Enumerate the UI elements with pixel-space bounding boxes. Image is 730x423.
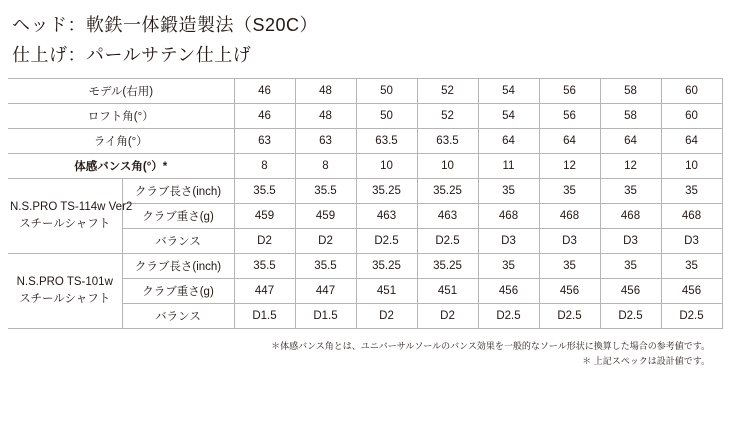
row-label-bounce: 体感バンス角(°）*	[8, 154, 234, 179]
cell-s2-balance-1: D1.5	[234, 304, 295, 329]
cell-model-2: 48	[295, 79, 356, 104]
cell-s2-balance-2: D1.5	[295, 304, 356, 329]
table-row	[8, 104, 722, 129]
spec-label-length-2: クラブ長さ(inch)	[122, 254, 234, 279]
cell-s1-length-3: 35.25	[356, 179, 417, 204]
cell-loft-2: 48	[295, 104, 356, 129]
cell-bounce-4: 10	[417, 154, 478, 179]
table-row	[8, 129, 722, 154]
cell-s2-weight-7: 456	[600, 279, 661, 304]
cell-bounce-1: 8	[234, 154, 295, 179]
cell-s2-length-2: 35.5	[295, 254, 356, 279]
cell-s1-balance-4: D2.5	[417, 229, 478, 254]
cell-loft-8: 60	[661, 104, 722, 129]
shaft-name-1-line2: スチールシャフト	[19, 218, 111, 230]
cell-s2-length-4: 35.25	[417, 254, 478, 279]
row-label-model: モデル(右用)	[8, 79, 234, 104]
shaft-name-2-line2: スチールシャフト	[19, 293, 111, 305]
cell-s2-length-6: 35	[539, 254, 600, 279]
spec-label-length-1: クラブ長さ(inch)	[122, 179, 234, 204]
footnote-bounce: ＊体感バンス角とは、ユニバーサルソールのバンス効果を一般的なソール形状に換算した場合の参考値です。	[271, 341, 710, 351]
table-row	[8, 254, 722, 279]
cell-bounce-5: 11	[478, 154, 539, 179]
cell-s2-length-7: 35	[600, 254, 661, 279]
cell-s1-weight-5: 468	[478, 204, 539, 229]
cell-s2-weight-2: 447	[295, 279, 356, 304]
spec-label-balance-2: バランス	[122, 304, 234, 329]
cell-s1-weight-7: 468	[600, 204, 661, 229]
cell-loft-1: 46	[234, 104, 295, 129]
cell-s1-length-4: 35.25	[417, 179, 478, 204]
shaft-name-2	[8, 254, 122, 329]
cell-s1-weight-1: 459	[234, 204, 295, 229]
cell-loft-3: 50	[356, 104, 417, 129]
cell-loft-6: 56	[539, 104, 600, 129]
cell-bounce-2: 8	[295, 154, 356, 179]
spec-label-weight-1: クラブ重さ(g)	[122, 204, 234, 229]
table-row	[8, 79, 722, 104]
spec-label-weight-2: クラブ重さ(g)	[122, 279, 234, 304]
cell-s2-balance-8: D2.5	[661, 304, 722, 329]
cell-bounce-7: 12	[600, 154, 661, 179]
cell-s1-weight-4: 463	[417, 204, 478, 229]
cell-s1-balance-3: D2.5	[356, 229, 417, 254]
cell-loft-4: 52	[417, 104, 478, 129]
footnote-design-values: ＊ 上記スペックは設計値です。	[582, 356, 710, 366]
cell-lie-8: 64	[661, 129, 722, 154]
table-row	[8, 154, 722, 179]
cell-s2-weight-8: 456	[661, 279, 722, 304]
cell-s2-balance-6: D2.5	[539, 304, 600, 329]
cell-s1-length-6: 35	[539, 179, 600, 204]
cell-s2-weight-3: 451	[356, 279, 417, 304]
cell-lie-3: 63.5	[356, 129, 417, 154]
cell-bounce-3: 10	[356, 154, 417, 179]
cell-lie-1: 63	[234, 129, 295, 154]
cell-s1-balance-8: D3	[661, 229, 722, 254]
spec-label-balance-1: バランス	[122, 229, 234, 254]
table-row	[8, 179, 722, 204]
cell-model-3: 50	[356, 79, 417, 104]
cell-s1-weight-8: 468	[661, 204, 722, 229]
cell-lie-4: 63.5	[417, 129, 478, 154]
cell-model-5: 54	[478, 79, 539, 104]
cell-s2-length-1: 35.5	[234, 254, 295, 279]
cell-s1-weight-2: 459	[295, 204, 356, 229]
cell-loft-7: 58	[600, 104, 661, 129]
cell-loft-5: 54	[478, 104, 539, 129]
cell-s2-length-5: 35	[478, 254, 539, 279]
cell-s1-balance-7: D3	[600, 229, 661, 254]
cell-s1-weight-6: 468	[539, 204, 600, 229]
spec-table	[8, 78, 723, 329]
heading-finish: 仕上げ：パールサテン仕上げ	[12, 45, 252, 65]
cell-s1-balance-2: D2	[295, 229, 356, 254]
cell-s1-length-7: 35	[600, 179, 661, 204]
shaft-name-1-line1: N.S.PRO TS-114w Ver2	[10, 201, 133, 213]
cell-model-6: 56	[539, 79, 600, 104]
cell-s2-length-8: 35	[661, 254, 722, 279]
cell-model-8: 60	[661, 79, 722, 104]
cell-s1-balance-6: D3	[539, 229, 600, 254]
cell-s1-length-5: 35	[478, 179, 539, 204]
cell-lie-2: 63	[295, 129, 356, 154]
cell-bounce-8: 10	[661, 154, 722, 179]
cell-bounce-6: 12	[539, 154, 600, 179]
cell-s2-balance-5: D2.5	[478, 304, 539, 329]
row-label-lie: ライ角(°）	[8, 129, 234, 154]
cell-s2-balance-3: D2	[356, 304, 417, 329]
cell-s2-weight-5: 456	[478, 279, 539, 304]
cell-s2-length-3: 35.25	[356, 254, 417, 279]
cell-s2-balance-4: D2	[417, 304, 478, 329]
cell-s2-weight-6: 456	[539, 279, 600, 304]
cell-lie-5: 64	[478, 129, 539, 154]
shaft-name-2-line1: N.S.PRO TS-101w	[16, 276, 113, 288]
cell-lie-6: 64	[539, 129, 600, 154]
cell-lie-7: 64	[600, 129, 661, 154]
cell-s1-balance-1: D2	[234, 229, 295, 254]
cell-s2-weight-4: 451	[417, 279, 478, 304]
footnotes	[8, 339, 722, 369]
cell-s2-balance-7: D2.5	[600, 304, 661, 329]
cell-model-4: 52	[417, 79, 478, 104]
heading-head-material: ヘッド：軟鉄一体鍛造製法（S20C）	[12, 15, 319, 35]
cell-s1-length-2: 35.5	[295, 179, 356, 204]
cell-s1-length-1: 35.5	[234, 179, 295, 204]
row-label-loft: ロフト角(°）	[8, 104, 234, 129]
cell-s1-weight-3: 463	[356, 204, 417, 229]
cell-model-7: 58	[600, 79, 661, 104]
cell-model-1: 46	[234, 79, 295, 104]
cell-s1-balance-5: D3	[478, 229, 539, 254]
cell-s2-weight-1: 447	[234, 279, 295, 304]
cell-s1-length-8: 35	[661, 179, 722, 204]
shaft-name-1	[8, 179, 133, 254]
